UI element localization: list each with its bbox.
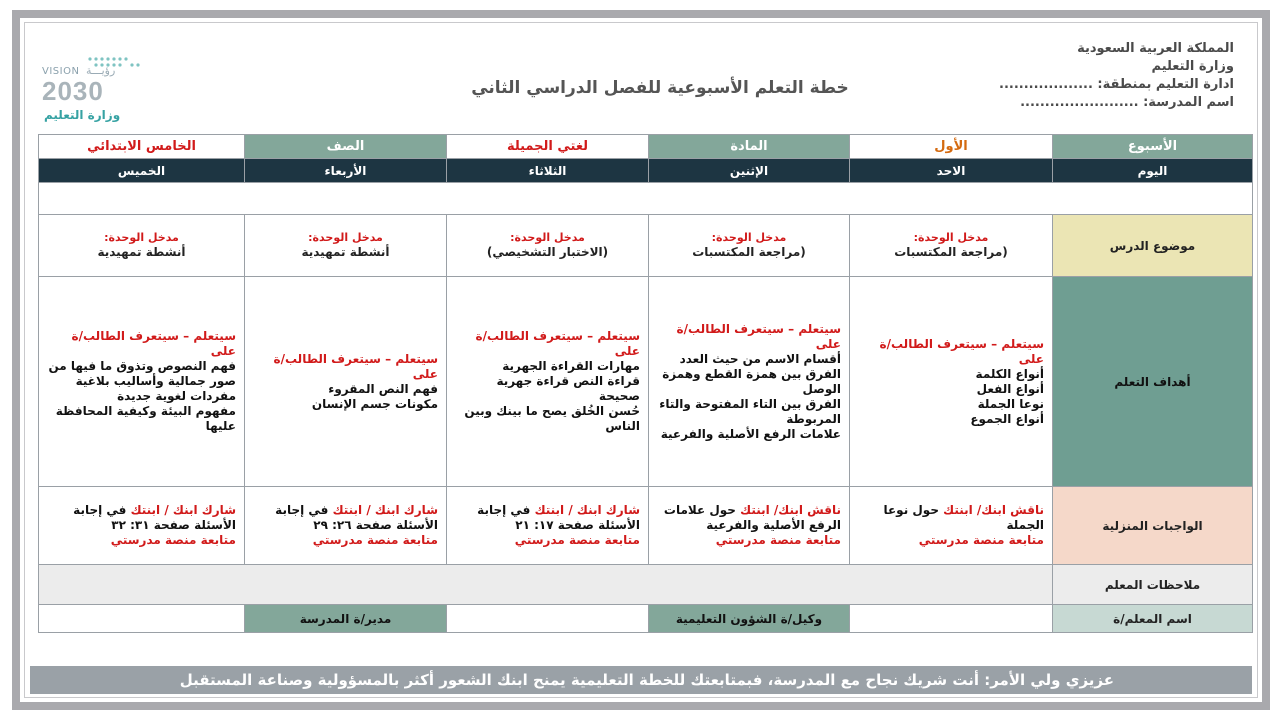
goal-line: أقسام الاسم من حيث العدد xyxy=(679,351,841,366)
notes-row xyxy=(39,565,1253,605)
homework-action: شارك ابنك / ابنتك xyxy=(332,503,438,517)
homework-cell xyxy=(39,487,245,565)
goals-cell xyxy=(245,277,447,487)
homework-cell xyxy=(649,487,850,565)
notes-label: ملاحظات المعلم xyxy=(1053,565,1253,605)
goal-line: أنواع الفعل xyxy=(976,381,1044,396)
deputy-signature-field[interactable] xyxy=(447,605,649,633)
unit-label: مدخل الوحدة: xyxy=(913,231,989,244)
topic-cell xyxy=(649,215,850,277)
goal-line: مفردات لغوية جديدة xyxy=(117,389,236,403)
day-monday: الإثنين xyxy=(649,159,850,183)
goal-line: حُسن الخُلق يصح ما بينك وبين الناس xyxy=(464,404,640,433)
homework-cell xyxy=(850,487,1053,565)
day-sunday: الاحد xyxy=(850,159,1053,183)
unit-name: أنشطة تمهيدية xyxy=(97,245,186,259)
blank-cell xyxy=(39,183,1253,215)
goals-cell xyxy=(447,277,649,487)
signature-row xyxy=(39,605,1253,633)
ministry-line-country: المملكة العربية السعودية xyxy=(1077,41,1234,56)
goal-line: علامات الرفع الأصلية والفرعية xyxy=(660,426,841,441)
goal-line: فهم النص المقروء xyxy=(328,381,438,396)
deputy-label: وكيل/ة الشؤون التعليمية xyxy=(649,605,850,633)
goal-head: سيتعلم – سيتعرف الطالب/ة على xyxy=(475,329,640,358)
unit-label: مدخل الوحدة: xyxy=(104,231,179,244)
header xyxy=(20,18,1262,136)
goals-row xyxy=(39,277,1253,487)
day-wednesday: الأربعاء xyxy=(245,159,447,183)
unit-name: (مراجعة المكتسبات xyxy=(692,245,806,259)
teacher-name-field[interactable] xyxy=(850,605,1053,633)
notes-field[interactable] xyxy=(39,565,1053,605)
principal-signature-field[interactable] xyxy=(39,605,245,633)
goal-line: الفرق بين التاء المفتوحة والتاء المربوطة xyxy=(659,396,841,426)
grade-value: الخامس الابتدائي xyxy=(39,135,245,159)
page-title: خطة التعلم الأسبوعية للفصل الدراسي الثاني xyxy=(471,78,849,98)
logo-ministry-text: وزارة التعليم xyxy=(44,108,121,122)
unit-name: (الاختبار التشخيصي) xyxy=(486,245,609,259)
meta-row xyxy=(39,135,1253,159)
unit-name: أنشطة تمهيدية xyxy=(301,245,390,259)
page-frame xyxy=(12,10,1270,710)
teacher-label: اسم المعلم/ة xyxy=(1053,605,1253,633)
homework-action: ناقش ابنك/ ابنتك xyxy=(943,503,1044,517)
topic-row xyxy=(39,215,1253,277)
goal-line: مفهوم البيئة وكيفية المحافظة عليها xyxy=(55,404,236,433)
goal-line: الفرق بين همزة القطع وهمزة الوصل xyxy=(662,366,841,396)
homework-text: في إجابة الأسئلة صفحة ٣١: ٣٢ xyxy=(73,503,236,532)
goal-head: سيتعلم – سيتعرف الطالب/ة على xyxy=(879,336,1044,366)
goal-head: سيتعلم – سيتعرف الطالب/ة على xyxy=(71,329,236,358)
goal-line: أنواع الكلمة xyxy=(975,366,1044,381)
homework-action: شارك ابنك / ابنتك xyxy=(534,503,640,517)
week-label: الأسبوع xyxy=(1053,135,1253,159)
blank-row xyxy=(39,183,1253,215)
homework-text: في إجابة الأسئلة صفحة ١٧: ٢١ xyxy=(477,503,640,532)
homework-text: حول نوعا الجملة xyxy=(883,503,1044,532)
unit-label: مدخل الوحدة: xyxy=(711,231,787,244)
unit-label: مدخل الوحدة: xyxy=(308,231,383,244)
goals-cell xyxy=(850,277,1053,487)
homework-cell xyxy=(447,487,649,565)
homework-action: شارك ابنك / ابنتك xyxy=(130,503,236,517)
goals-cell xyxy=(649,277,850,487)
goal-head: سيتعلم – سيتعرف الطالب/ة على xyxy=(676,321,841,351)
homework-cell xyxy=(245,487,447,565)
goal-line: مهارات القراءة الجهرية xyxy=(502,359,640,373)
day-thursday: الخميس xyxy=(39,159,245,183)
homework-action: ناقش ابنك/ ابنتك xyxy=(740,503,841,517)
ministry-line-ministry: وزارة التعليم xyxy=(1151,59,1234,74)
homework-row xyxy=(39,487,1253,565)
week-value: الأول xyxy=(850,135,1053,159)
homework-label: الواجبات المنزلية xyxy=(1053,487,1253,565)
goal-line: نوعا الجملة xyxy=(977,396,1044,411)
day-tuesday: الثلاثاء xyxy=(447,159,649,183)
principal-label: مدير/ة المدرسة xyxy=(245,605,447,633)
homework-platform: متابعة منصة مدرستي xyxy=(514,533,640,547)
homework-text: في إجابة الأسئلة صفحة ٢٦: ٢٩ xyxy=(275,503,438,532)
topic-cell xyxy=(447,215,649,277)
homework-text: حول علامات الرفع الأصلية والفرعية xyxy=(663,503,841,532)
day-label: اليوم xyxy=(1053,159,1253,183)
weekly-plan-table xyxy=(38,134,1253,633)
goals-label: أهداف التعلم xyxy=(1053,277,1253,487)
logo-year-text: 2030 xyxy=(42,76,104,106)
logo-vision-text: VISION xyxy=(42,66,80,77)
vision-2030-logo xyxy=(42,56,162,136)
homework-platform: متابعة منصة مدرستي xyxy=(715,533,841,547)
ministry-line-region: ادارة التعليم بمنطقة: ................... xyxy=(999,77,1234,92)
logo-ru-text: رؤيـــة xyxy=(86,64,116,77)
unit-label: مدخل الوحدة: xyxy=(510,231,585,244)
ministry-line-school: اسم المدرسة: ........................ xyxy=(1020,95,1234,110)
ministry-info xyxy=(999,40,1234,112)
topic-cell xyxy=(850,215,1053,277)
homework-platform: متابعة منصة مدرستي xyxy=(918,533,1044,547)
parent-message-banner: عزيزي ولي الأمر: أنت شريك نجاح مع المدرسة، فبمتابعتك للخطة التعليمية يمنح ابنك الشعور أكثر بالمسؤولية وصناعة المستقبل xyxy=(30,666,1252,694)
homework-platform: متابعة منصة مدرستي xyxy=(110,533,236,547)
topic-cell xyxy=(39,215,245,277)
goal-line: مكونات جسم الإنسان xyxy=(311,396,438,411)
goals-cell xyxy=(39,277,245,487)
topic-cell xyxy=(245,215,447,277)
subject-value: لغتي الجميلة xyxy=(447,135,649,159)
goal-line: فهم النصوص وتذوق ما فيها من صور جمالية وأساليب بلاغية xyxy=(48,359,236,388)
days-row xyxy=(39,159,1253,183)
goal-line: قراءة النص قراءة جهرية صحيحة xyxy=(496,374,640,403)
homework-platform: متابعة منصة مدرستي xyxy=(312,533,438,547)
grade-label: الصف xyxy=(245,135,447,159)
topic-label: موضوع الدرس xyxy=(1053,215,1253,277)
subject-label: المادة xyxy=(649,135,850,159)
goal-head: سيتعلم – سيتعرف الطالب/ة على xyxy=(273,351,438,381)
unit-name: (مراجعة المكتسبات xyxy=(894,245,1008,259)
goal-line: أنواع الجموع xyxy=(970,411,1044,426)
